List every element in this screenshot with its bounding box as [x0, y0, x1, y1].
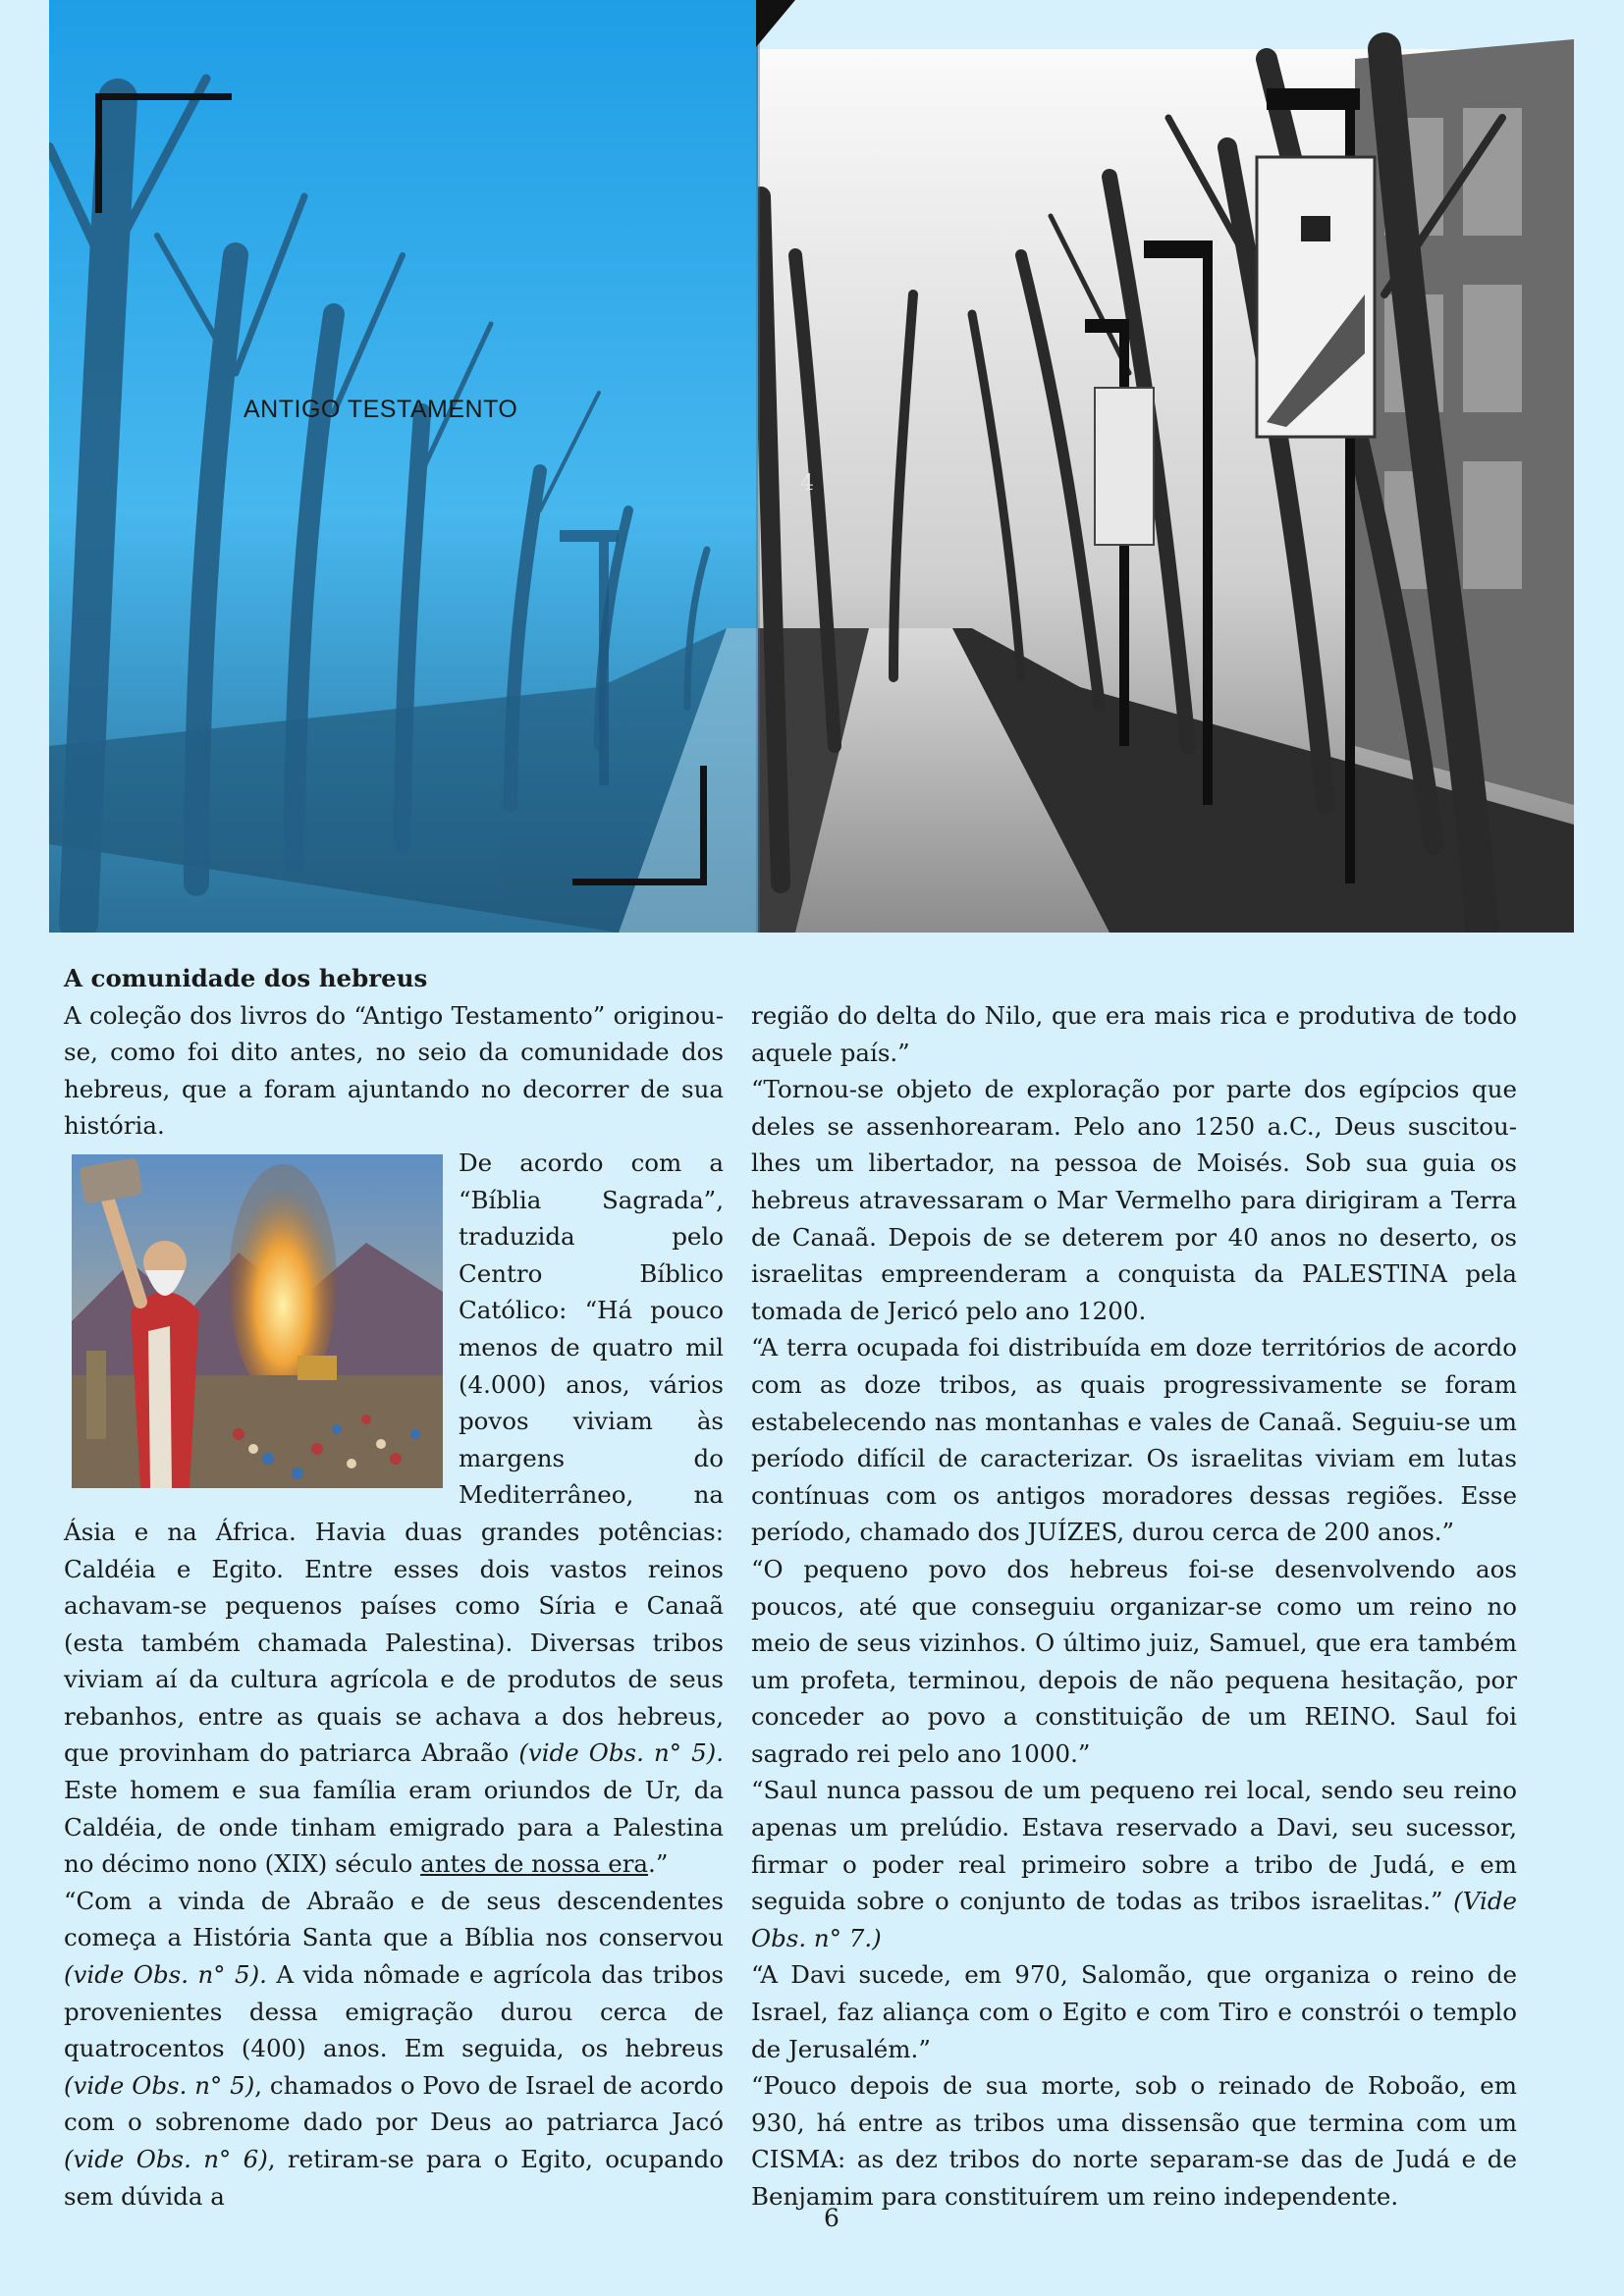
right-paragraph-5: “Saul nunca passou de um pequeno rei local, sendo seu reino apenas um prelúdio. Estava reservado a Davi, seu sucessor, firmar o poder real primeiro sobre a tribo de Judá, e em seguida sobre o conjunto de todas as tribos israelitas.” (Vide Obs. n° 7.) — [751, 1776, 1517, 1952]
frame-corner-top-left — [95, 93, 232, 213]
hero-number: 4 — [800, 471, 814, 496]
left-paragraph-3: “Com a vinda de Abraão e de seus descendentes começa a História Santa que a Bíblia nos conservou (vide Obs. n° 5). A vida nômade e agrícola das tribos provenientes dessa emigração durou cerca de quatrocentos (400) anos. Em seguida, os hebreus (vide Obs. n° 5), chamados o Povo de Israel de acordo com o sobrenome dado por Deus ao patriarca Jacó (vide Obs. n° 6), retiram-se para o Egito, ocupando sem dúvida a — [64, 1886, 725, 2211]
page-fold-corner — [756, 0, 795, 47]
page-number: 6 — [824, 2204, 839, 2232]
right-paragraph-3: “A terra ocupada foi distribuída em doze territórios de acordo com as doze tribos, as quais progressivamente se foram estabelecendo nas montanhas e vales de Canaã. Seguiu-se um período difícil de caracterizar. Os israelitas viviam em lutas contínuas com os antigos moradores dessas regiões. Esse período, chamado dos JUÍZES, durou cerca de 200 anos.” — [751, 1333, 1517, 1547]
frame-corner-bottom-right — [572, 766, 707, 885]
right-column — [751, 997, 1517, 2216]
right-paragraph-2: “Tornou-se objeto de exploração por parte dos egípcios que deles se assenhorearam. Pelo ano 1250 a.C., Deus suscitou-lhes um libertador, na pessoa de Moisés. Sob sua guia os hebreus atravessaram o Mar Vermelho para dirigiram a Terra de Canaã. Depois de se deterem por 40 anos no deserto, os israelitas empreenderam a conquista da PALESTINA pela tomada de Jericó pelo ano 1200. — [751, 1075, 1517, 1325]
hero-image — [49, 0, 1574, 933]
right-paragraph-1: região do delta do Nilo, que era mais rica e produtiva de todo aquele país.” — [751, 1001, 1517, 1067]
left-column — [64, 960, 724, 2215]
hero-title: ANTIGO TESTAMENTO — [244, 396, 518, 423]
right-paragraph-7: “Pouco depois de sua morte, sob o reinado de Roboão, em 930, há entre as tribos uma dissensão que termina com um CISMA: as dez tribos do norte separam-se das de Judá e de Benjamim para constituírem um reino independente. — [751, 2071, 1517, 2211]
left-paragraph-2: De acordo com a “Bíblia Sagrada”, traduzida pelo Centro Bíblico Católico: “Há pouco menos de quatro mil (4.000) anos, vários povos viviam às margens do Mediterrâneo, na Ásia e na África. Havia duas grandes potências: Caldéia e Egito. Entre esses dois vastos reinos achavam-se pequenos países como Síria e Canaã (esta também chamada Palestina). Diversas tribos viviam aí da cultura agrícola e de produtos de seus rebanhos, entre as quais se achava a dos hebreus, que provinham do patriarca Abraão (vide Obs. n° 5). Este homem e sua família eram oriundos de Ur, da Caldéia, de onde tinham emigrado para a Palestina no décimo nono (XIX) século antes de nossa era.” — [64, 1148, 725, 1879]
left-paragraph-1: A coleção dos livros do “Antigo Testamento” originou-se, como foi dito antes, no seio da comunidade dos hebreus, que a foram ajuntando no decorrer de sua história. — [64, 1000, 724, 1141]
right-paragraph-6: “A Davi sucede, em 970, Salomão, que organiza o reino de Israel, faz aliança com o Egito e com Tiro e constrói o templo de Jerusalém.” — [751, 1960, 1517, 2063]
moses-illustration — [72, 1154, 443, 1488]
section-heading: A comunidade dos hebreus — [64, 964, 428, 992]
right-paragraph-4: “O pequeno povo dos hebreus foi-se desenvolvendo aos poucos, até que conseguiu organizar-se como um reino no meio de seus vizinhos. O último juiz, Samuel, que era também um profeta, terminou, depois de não pequena hesitação, por conceder ao povo a constituição de um REINO. Saul foi sagrado rei pelo ano 1000.” — [751, 1554, 1517, 1768]
